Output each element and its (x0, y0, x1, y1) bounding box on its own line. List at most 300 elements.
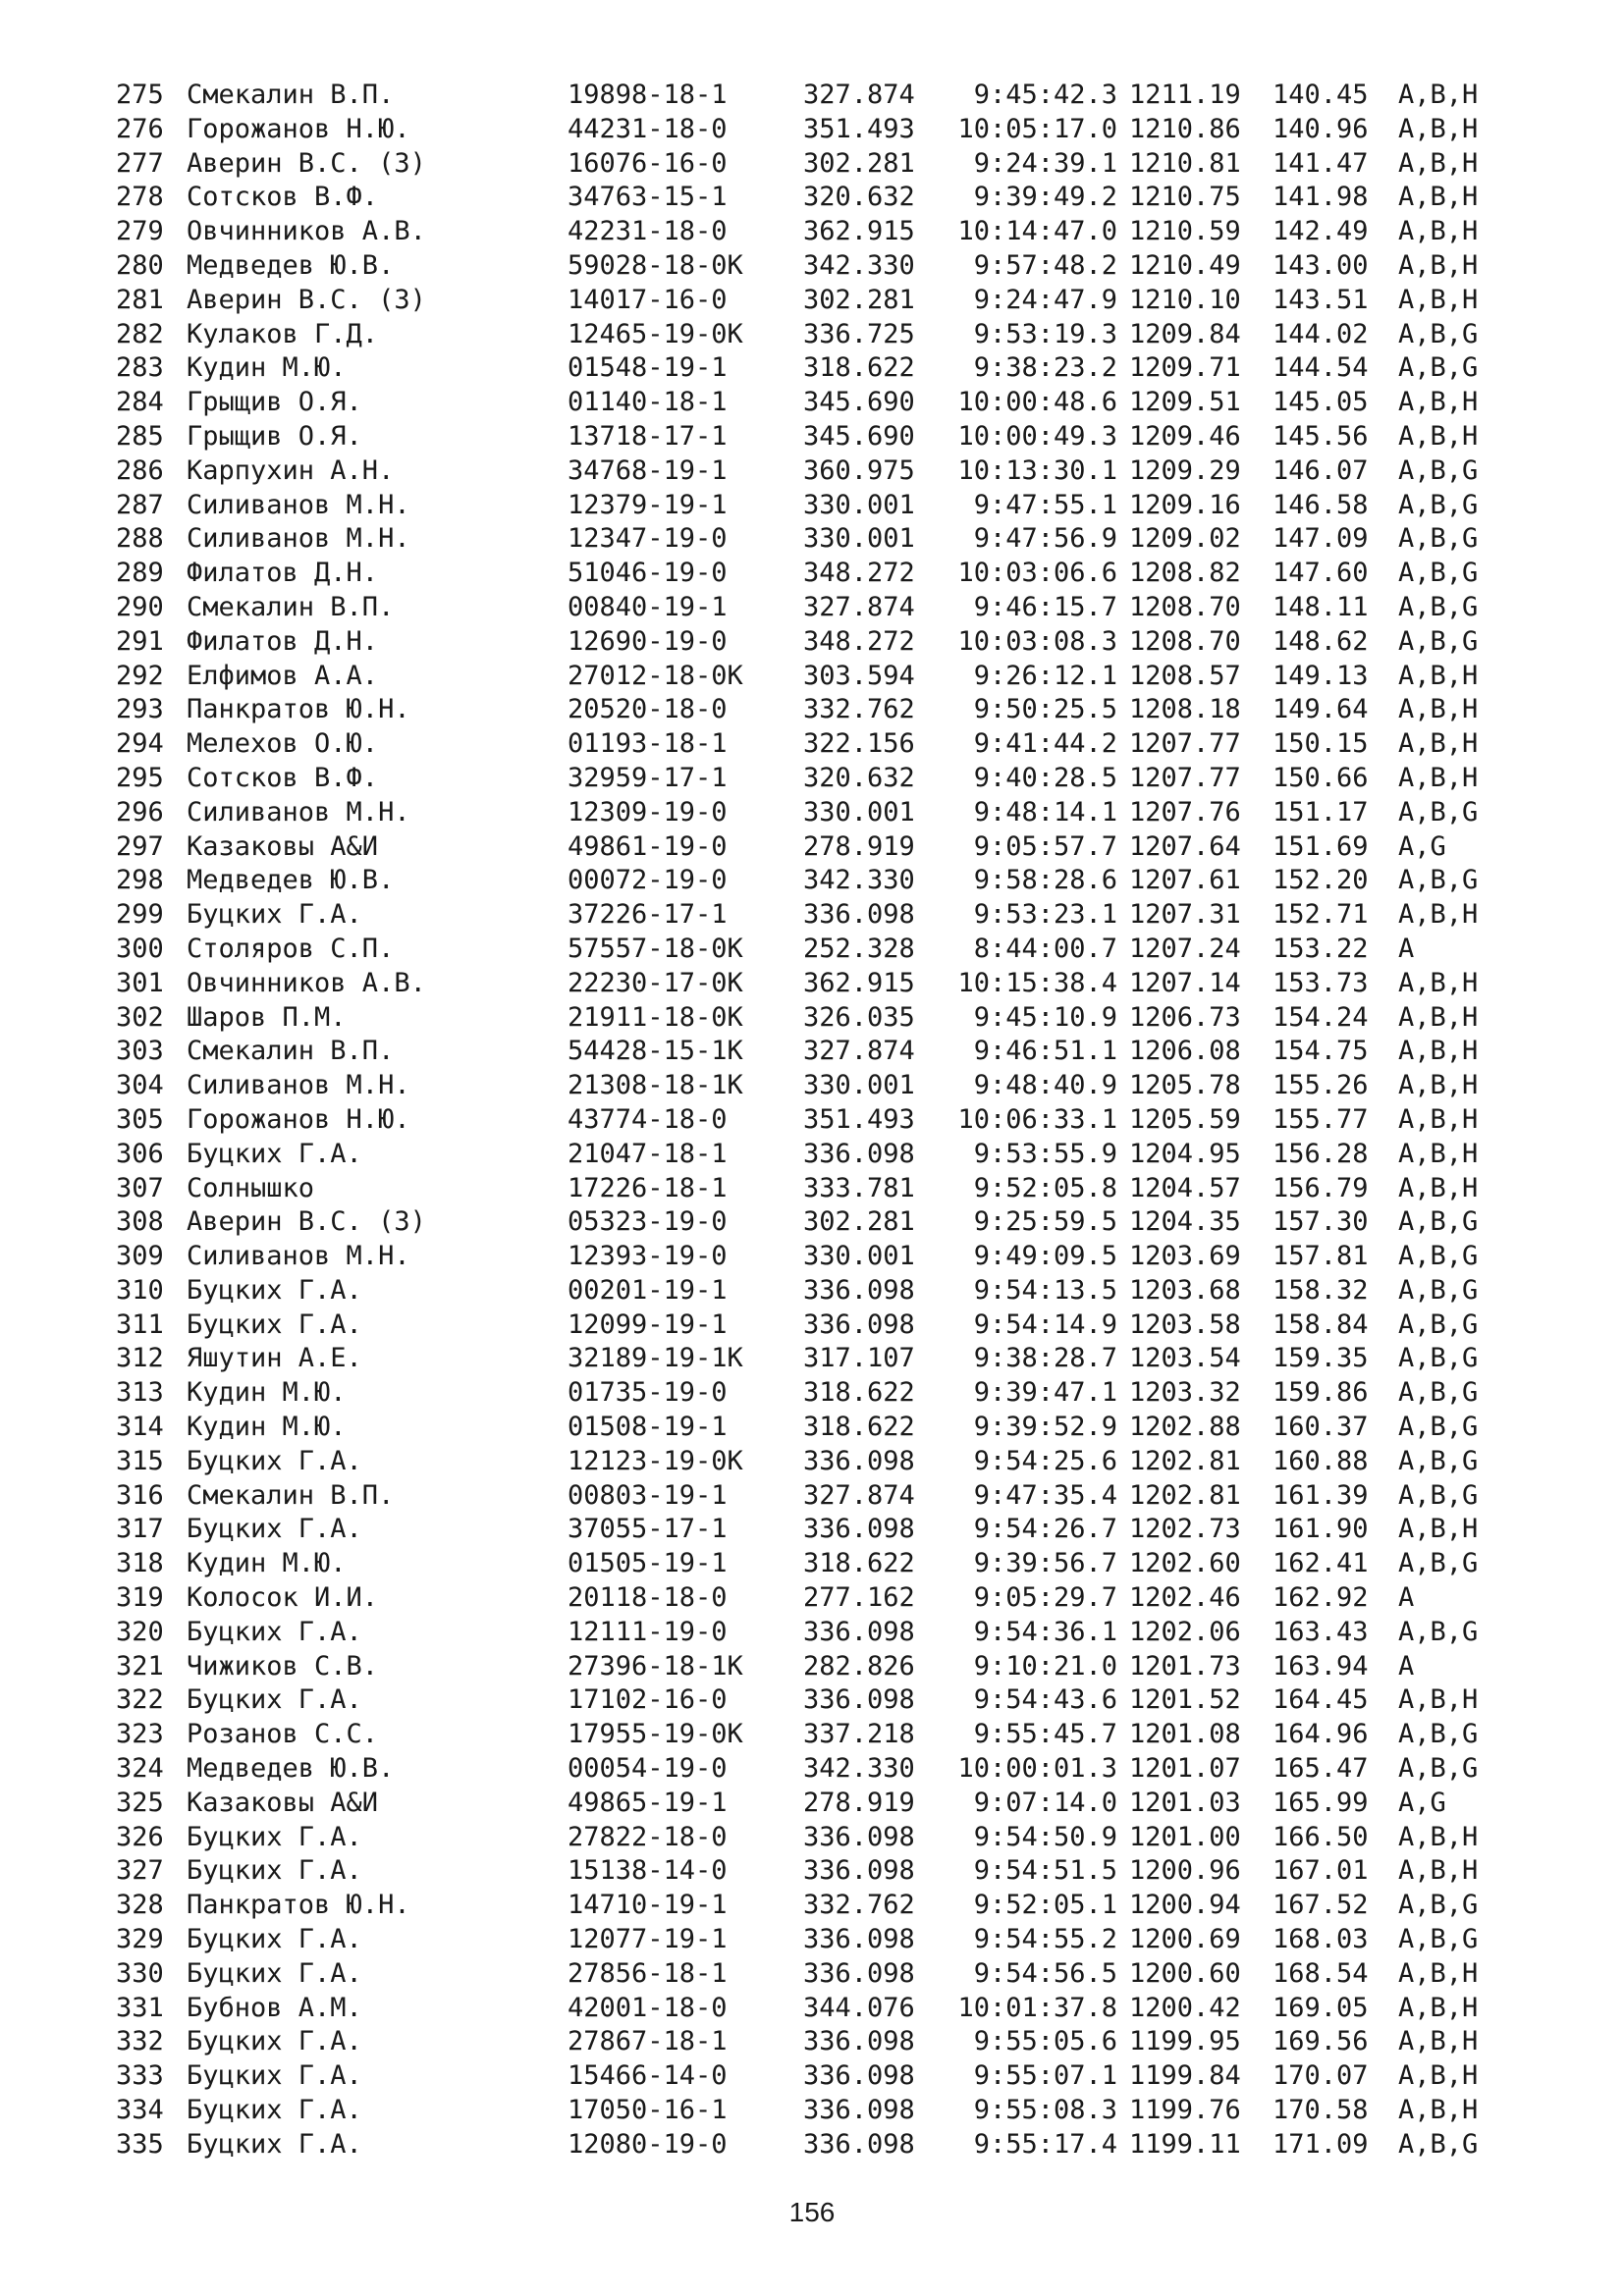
result-row (116, 1889, 1549, 1923)
ring-number-cell: 12077-19-1 (568, 1924, 728, 1955)
fancier-name-cell: Мелехов О.Ю. (187, 728, 379, 760)
result-row (116, 796, 1549, 830)
distance-cell: 336.098 (803, 1855, 915, 1887)
rank-cell: 320 (116, 1616, 164, 1647)
arrival-time-cell: 9:53:19.3 (973, 318, 1117, 349)
distance-cell: 345.690 (803, 420, 915, 452)
coefficient-cell: 164.96 (1272, 1719, 1369, 1750)
fancier-name-cell: Кулаков Г.Д. (187, 318, 379, 349)
flags-cell: A,B,H (1398, 1855, 1479, 1887)
result-row (116, 2094, 1549, 2128)
rank-cell: 292 (116, 660, 164, 691)
ring-number-cell: 34768-19-1 (568, 454, 728, 486)
fancier-name-cell: Горожанов Н.Ю. (187, 113, 410, 144)
arrival-time-cell: 10:13:30.1 (957, 454, 1117, 486)
fancier-name-cell: Сотсков В.Ф. (187, 182, 379, 213)
flags-cell: A,B,G (1398, 1274, 1479, 1306)
fancier-name-cell: Буцких Г.А. (187, 1957, 362, 1989)
distance-cell: 330.001 (803, 489, 915, 520)
rank-cell: 282 (116, 318, 164, 349)
distance-cell: 302.281 (803, 1206, 915, 1238)
arrival-time-cell: 9:24:47.9 (973, 284, 1117, 315)
result-row (116, 1001, 1549, 1036)
speed-cell: 1207.77 (1129, 762, 1241, 793)
arrival-time-cell: 10:00:49.3 (957, 420, 1117, 452)
distance-cell: 342.330 (803, 249, 915, 281)
coefficient-cell: 140.45 (1272, 80, 1369, 110)
result-row (116, 660, 1549, 694)
ring-number-cell: 42001-18-0 (568, 1992, 728, 2023)
flags-cell: A,B,G (1398, 591, 1479, 622)
fancier-name-cell: Буцких Г.А. (187, 2060, 362, 2092)
coefficient-cell: 163.94 (1272, 1650, 1369, 1682)
rank-cell: 286 (116, 454, 164, 486)
fancier-name-cell: Елфимов А.А. (187, 660, 379, 691)
flags-cell: A,B,H (1398, 80, 1479, 110)
fancier-name-cell: Грыщив О.Я. (187, 420, 362, 452)
speed-cell: 1210.59 (1129, 216, 1241, 247)
flags-cell: A,B,H (1398, 1172, 1479, 1203)
distance-cell: 336.098 (803, 1138, 915, 1169)
arrival-time-cell: 9:48:40.9 (973, 1070, 1117, 1101)
flags-cell: A,B,G (1398, 558, 1479, 589)
rank-cell: 306 (116, 1138, 164, 1169)
speed-cell: 1209.46 (1129, 420, 1241, 452)
fancier-name-cell: Медведев Ю.В. (187, 249, 395, 281)
flags-cell: A,B,H (1398, 1957, 1479, 1989)
flags-cell: A,B,H (1398, 660, 1479, 691)
flags-cell: A,B,H (1398, 182, 1479, 213)
arrival-time-cell: 9:52:05.8 (973, 1172, 1117, 1203)
coefficient-cell: 164.45 (1272, 1684, 1369, 1716)
ring-number-cell: 32189-19-1K (568, 1343, 743, 1374)
result-row (116, 693, 1549, 727)
result-row (116, 1683, 1549, 1718)
speed-cell: 1200.94 (1129, 1890, 1241, 1921)
flags-cell: A,B,G (1398, 1206, 1479, 1238)
speed-cell: 1207.61 (1129, 865, 1241, 896)
rank-cell: 301 (116, 967, 164, 998)
result-row (116, 1923, 1549, 1957)
fancier-name-cell: Буцких Г.А. (187, 1514, 362, 1545)
ring-number-cell: 15466-14-0 (568, 2060, 728, 2092)
arrival-time-cell: 10:05:17.0 (957, 113, 1117, 144)
arrival-time-cell: 10:01:37.8 (957, 1992, 1117, 2023)
flags-cell: A,B,H (1398, 728, 1479, 760)
coefficient-cell: 142.49 (1272, 216, 1369, 247)
result-row (116, 933, 1549, 967)
ring-number-cell: 12309-19-0 (568, 796, 728, 828)
rank-cell: 277 (116, 147, 164, 179)
distance-cell: 318.622 (803, 1412, 915, 1443)
result-row (116, 1376, 1549, 1411)
arrival-time-cell: 9:38:23.2 (973, 352, 1117, 384)
coefficient-cell: 149.64 (1272, 694, 1369, 725)
ring-number-cell: 59028-18-0K (568, 249, 743, 281)
speed-cell: 1208.18 (1129, 694, 1241, 725)
distance-cell: 320.632 (803, 182, 915, 213)
result-row (116, 1547, 1549, 1581)
result-row (116, 2128, 1549, 2163)
flags-cell: A,B,G (1398, 1308, 1479, 1340)
result-row (116, 522, 1549, 557)
fancier-name-cell: Буцких Г.А. (187, 1308, 362, 1340)
rank-cell: 276 (116, 113, 164, 144)
flags-cell: A,B,H (1398, 1992, 1479, 2023)
distance-cell: 326.035 (803, 1001, 915, 1033)
coefficient-cell: 140.96 (1272, 113, 1369, 144)
coefficient-cell: 158.84 (1272, 1308, 1369, 1340)
ring-number-cell: 05323-19-0 (568, 1206, 728, 1238)
distance-cell: 330.001 (803, 796, 915, 828)
arrival-time-cell: 9:53:23.1 (973, 899, 1117, 931)
arrival-time-cell: 9:53:55.9 (973, 1138, 1117, 1169)
fancier-name-cell: Чижиков С.В. (187, 1650, 379, 1682)
speed-cell: 1203.54 (1129, 1343, 1241, 1374)
rank-cell: 285 (116, 420, 164, 452)
coefficient-cell: 160.88 (1272, 1445, 1369, 1476)
arrival-time-cell: 9:46:15.7 (973, 591, 1117, 622)
distance-cell: 252.328 (803, 933, 915, 964)
ring-number-cell: 27012-18-0K (568, 660, 743, 691)
coefficient-cell: 158.32 (1272, 1274, 1369, 1306)
distance-cell: 303.594 (803, 660, 915, 691)
coefficient-cell: 163.43 (1272, 1616, 1369, 1647)
result-row (116, 113, 1549, 147)
ring-number-cell: 22230-17-0K (568, 967, 743, 998)
result-row (116, 1240, 1549, 1274)
coefficient-cell: 145.05 (1272, 387, 1369, 418)
rank-cell: 326 (116, 1821, 164, 1852)
coefficient-cell: 153.22 (1272, 933, 1369, 964)
fancier-name-cell: Кудин М.Ю. (187, 352, 347, 384)
fancier-name-cell: Буцких Г.А. (187, 899, 362, 931)
fancier-name-cell: Панкратов Ю.Н. (187, 1890, 410, 1921)
coefficient-cell: 143.00 (1272, 249, 1369, 281)
result-row (116, 864, 1549, 898)
coefficient-cell: 161.39 (1272, 1479, 1369, 1511)
ring-number-cell: 21308-18-1K (568, 1070, 743, 1101)
ring-number-cell: 19898-18-1 (568, 80, 728, 110)
ring-number-cell: 27867-18-1 (568, 2026, 728, 2057)
distance-cell: 327.874 (803, 591, 915, 622)
speed-cell: 1209.51 (1129, 387, 1241, 418)
speed-cell: 1199.76 (1129, 2095, 1241, 2126)
fancier-name-cell: Силиванов М.Н. (187, 1241, 410, 1272)
result-row (116, 181, 1549, 215)
speed-cell: 1201.73 (1129, 1650, 1241, 1682)
speed-cell: 1202.46 (1129, 1582, 1241, 1614)
flags-cell: A,B,H (1398, 420, 1479, 452)
fancier-name-cell: Силиванов М.Н. (187, 1070, 410, 1101)
rank-cell: 313 (116, 1377, 164, 1409)
ring-number-cell: 12465-19-0K (568, 318, 743, 349)
distance-cell: 277.162 (803, 1582, 915, 1614)
flags-cell: A,B,G (1398, 865, 1479, 896)
coefficient-cell: 148.62 (1272, 625, 1369, 657)
arrival-time-cell: 9:55:05.6 (973, 2026, 1117, 2057)
speed-cell: 1208.70 (1129, 625, 1241, 657)
ring-number-cell: 43774-18-0 (568, 1103, 728, 1135)
speed-cell: 1202.88 (1129, 1412, 1241, 1443)
flags-cell: A,B,H (1398, 1514, 1479, 1545)
speed-cell: 1207.24 (1129, 933, 1241, 964)
arrival-time-cell: 9:55:08.3 (973, 2095, 1117, 2126)
rank-cell: 296 (116, 796, 164, 828)
ring-number-cell: 15138-14-0 (568, 1855, 728, 1887)
flags-cell: A,B,G (1398, 1445, 1479, 1476)
ring-number-cell: 14017-16-0 (568, 284, 728, 315)
arrival-time-cell: 9:54:51.5 (973, 1855, 1117, 1887)
distance-cell: 327.874 (803, 1479, 915, 1511)
distance-cell: 332.762 (803, 694, 915, 725)
coefficient-cell: 146.58 (1272, 489, 1369, 520)
rank-cell: 308 (116, 1206, 164, 1238)
fancier-name-cell: Медведев Ю.В. (187, 1753, 395, 1785)
arrival-time-cell: 9:10:21.0 (973, 1650, 1117, 1682)
rank-cell: 310 (116, 1274, 164, 1306)
speed-cell: 1201.03 (1129, 1787, 1241, 1818)
coefficient-cell: 154.24 (1272, 1001, 1369, 1033)
speed-cell: 1209.16 (1129, 489, 1241, 520)
speed-cell: 1202.81 (1129, 1479, 1241, 1511)
fancier-name-cell: Аверин В.С. (З) (187, 1206, 426, 1238)
speed-cell: 1205.78 (1129, 1070, 1241, 1101)
arrival-time-cell: 9:54:26.7 (973, 1514, 1117, 1545)
speed-cell: 1211.19 (1129, 80, 1241, 110)
fancier-name-cell: Овчинников А.В. (187, 967, 426, 998)
rank-cell: 291 (116, 625, 164, 657)
arrival-time-cell: 10:14:47.0 (957, 216, 1117, 247)
arrival-time-cell: 10:15:38.4 (957, 967, 1117, 998)
coefficient-cell: 155.77 (1272, 1103, 1369, 1135)
fancier-name-cell: Кудин М.Ю. (187, 1548, 347, 1579)
distance-cell: 351.493 (803, 1103, 915, 1135)
result-row (116, 2059, 1549, 2094)
result-row (116, 1992, 1549, 2026)
ring-number-cell: 20520-18-0 (568, 694, 728, 725)
result-row (116, 1445, 1549, 1479)
page-number: 156 (788, 2197, 836, 2227)
ring-number-cell: 12347-19-0 (568, 523, 728, 555)
result-row (116, 1342, 1549, 1376)
ring-number-cell: 51046-19-0 (568, 558, 728, 589)
rank-cell: 329 (116, 1924, 164, 1955)
coefficient-cell: 144.54 (1272, 352, 1369, 384)
speed-cell: 1208.57 (1129, 660, 1241, 691)
flags-cell: A,B,H (1398, 899, 1479, 931)
arrival-time-cell: 9:55:17.4 (973, 2128, 1117, 2160)
fancier-name-cell: Шаров П.М. (187, 1001, 347, 1033)
coefficient-cell: 141.47 (1272, 147, 1369, 179)
ring-number-cell: 32959-17-1 (568, 762, 728, 793)
speed-cell: 1201.52 (1129, 1684, 1241, 1716)
speed-cell: 1199.84 (1129, 2060, 1241, 2092)
distance-cell: 344.076 (803, 1992, 915, 2023)
ring-number-cell: 49861-19-0 (568, 830, 728, 862)
rank-cell: 334 (116, 2095, 164, 2126)
distance-cell: 330.001 (803, 523, 915, 555)
rank-cell: 335 (116, 2128, 164, 2160)
ring-number-cell: 01505-19-1 (568, 1548, 728, 1579)
ring-number-cell: 00840-19-1 (568, 591, 728, 622)
flags-cell: A,B,H (1398, 694, 1479, 725)
coefficient-cell: 165.47 (1272, 1753, 1369, 1785)
arrival-time-cell: 9:38:28.7 (973, 1343, 1117, 1374)
ring-number-cell: 49865-19-1 (568, 1787, 728, 1818)
coefficient-cell: 154.75 (1272, 1036, 1369, 1067)
speed-cell: 1201.08 (1129, 1719, 1241, 1750)
flags-cell: A,B,G (1398, 523, 1479, 555)
result-row (116, 967, 1549, 1001)
flags-cell: A,B,G (1398, 1343, 1479, 1374)
result-row (116, 2025, 1549, 2059)
distance-cell: 302.281 (803, 284, 915, 315)
speed-cell: 1203.68 (1129, 1274, 1241, 1306)
flags-cell: A,B,G (1398, 352, 1479, 384)
flags-cell: A,B,H (1398, 1070, 1479, 1101)
rank-cell: 295 (116, 762, 164, 793)
ring-number-cell: 27856-18-1 (568, 1957, 728, 1989)
result-row (116, 898, 1549, 933)
flags-cell: A,B,H (1398, 284, 1479, 315)
fancier-name-cell: Аверин В.С. (З) (187, 147, 426, 179)
coefficient-cell: 157.81 (1272, 1241, 1369, 1272)
arrival-time-cell: 9:39:47.1 (973, 1377, 1117, 1409)
rank-cell: 278 (116, 182, 164, 213)
result-row (116, 1308, 1549, 1343)
ring-number-cell: 37055-17-1 (568, 1514, 728, 1545)
rank-cell: 304 (116, 1070, 164, 1101)
arrival-time-cell: 9:58:28.6 (973, 865, 1117, 896)
fancier-name-cell: Буцких Г.А. (187, 2026, 362, 2057)
flags-cell: A,B,H (1398, 249, 1479, 281)
rank-cell: 290 (116, 591, 164, 622)
result-row (116, 1411, 1549, 1445)
ring-number-cell: 34763-15-1 (568, 182, 728, 213)
ring-number-cell: 01508-19-1 (568, 1412, 728, 1443)
ring-number-cell: 16076-16-0 (568, 147, 728, 179)
speed-cell: 1201.07 (1129, 1753, 1241, 1785)
rank-cell: 287 (116, 489, 164, 520)
arrival-time-cell: 9:47:55.1 (973, 489, 1117, 520)
fancier-name-cell: Смекалин В.П. (187, 1036, 395, 1067)
flags-cell: A,B,H (1398, 2026, 1479, 2057)
distance-cell: 330.001 (803, 1070, 915, 1101)
result-row (116, 591, 1549, 625)
flags-cell: A,B,G (1398, 1753, 1479, 1785)
coefficient-cell: 144.02 (1272, 318, 1369, 349)
coefficient-cell: 161.90 (1272, 1514, 1369, 1545)
speed-cell: 1209.29 (1129, 454, 1241, 486)
coefficient-cell: 162.41 (1272, 1548, 1369, 1579)
ring-number-cell: 21911-18-0K (568, 1001, 743, 1033)
result-row (116, 454, 1549, 489)
rank-cell: 330 (116, 1957, 164, 1989)
flags-cell: A,B,H (1398, 762, 1479, 793)
ring-number-cell: 17050-16-1 (568, 2095, 728, 2126)
result-row (116, 215, 1549, 249)
ring-number-cell: 12690-19-0 (568, 625, 728, 657)
ring-number-cell: 17102-16-0 (568, 1684, 728, 1716)
result-row (116, 1479, 1549, 1514)
flags-cell: A,B,H (1398, 1001, 1479, 1033)
result-row (116, 1616, 1549, 1650)
arrival-time-cell: 9:54:56.5 (973, 1957, 1117, 1989)
rank-cell: 314 (116, 1412, 164, 1443)
rank-cell: 332 (116, 2026, 164, 2057)
distance-cell: 360.975 (803, 454, 915, 486)
fancier-name-cell: Аверин В.С. (З) (187, 284, 426, 315)
ring-number-cell: 00201-19-1 (568, 1274, 728, 1306)
fancier-name-cell: Колосок И.И. (187, 1582, 379, 1614)
flags-cell: A,B,G (1398, 318, 1479, 349)
arrival-time-cell: 9:26:12.1 (973, 660, 1117, 691)
arrival-time-cell: 9:41:44.2 (973, 728, 1117, 760)
result-row (116, 386, 1549, 420)
fancier-name-cell: Розанов С.С. (187, 1719, 379, 1750)
speed-cell: 1204.95 (1129, 1138, 1241, 1169)
ring-number-cell: 01140-18-1 (568, 387, 728, 418)
fancier-name-cell: Буцких Г.А. (187, 1445, 362, 1476)
rank-cell: 309 (116, 1241, 164, 1272)
speed-cell: 1200.69 (1129, 1924, 1241, 1955)
ring-number-cell: 17226-18-1 (568, 1172, 728, 1203)
rank-cell: 288 (116, 523, 164, 555)
flags-cell: A,B,H (1398, 1103, 1479, 1135)
result-row (116, 625, 1549, 660)
distance-cell: 336.098 (803, 2026, 915, 2057)
distance-cell: 336.098 (803, 1821, 915, 1852)
ring-number-cell: 57557-18-0K (568, 933, 743, 964)
flags-cell: A (1398, 1582, 1415, 1614)
fancier-name-cell: Буцких Г.А. (187, 2128, 362, 2160)
arrival-time-cell: 9:39:49.2 (973, 182, 1117, 213)
coefficient-cell: 143.51 (1272, 284, 1369, 315)
arrival-time-cell: 9:39:56.7 (973, 1548, 1117, 1579)
fancier-name-cell: Смекалин В.П. (187, 1479, 395, 1511)
ring-number-cell: 21047-18-1 (568, 1138, 728, 1169)
arrival-time-cell: 9:55:07.1 (973, 2060, 1117, 2092)
speed-cell: 1204.57 (1129, 1172, 1241, 1203)
speed-cell: 1200.60 (1129, 1957, 1241, 1989)
arrival-time-cell: 9:54:25.6 (973, 1445, 1117, 1476)
coefficient-cell: 151.17 (1272, 796, 1369, 828)
ring-number-cell: 54428-15-1K (568, 1036, 743, 1067)
flags-cell: A,B,G (1398, 1548, 1479, 1579)
arrival-time-cell: 9:57:48.2 (973, 249, 1117, 281)
distance-cell: 327.874 (803, 1036, 915, 1067)
fancier-name-cell: Сотсков В.Ф. (187, 762, 379, 793)
distance-cell: 278.919 (803, 1787, 915, 1818)
rank-cell: 327 (116, 1855, 164, 1887)
flags-cell: A,B,H (1398, 387, 1479, 418)
speed-cell: 1203.58 (1129, 1308, 1241, 1340)
speed-cell: 1204.35 (1129, 1206, 1241, 1238)
arrival-time-cell: 9:49:09.5 (973, 1241, 1117, 1272)
coefficient-cell: 159.35 (1272, 1343, 1369, 1374)
arrival-time-cell: 10:03:06.6 (957, 558, 1117, 589)
rank-cell: 303 (116, 1036, 164, 1067)
coefficient-cell: 166.50 (1272, 1821, 1369, 1852)
coefficient-cell: 141.98 (1272, 182, 1369, 213)
arrival-time-cell: 9:54:36.1 (973, 1616, 1117, 1647)
arrival-time-cell: 9:05:29.7 (973, 1582, 1117, 1614)
fancier-name-cell: Панкратов Ю.Н. (187, 694, 410, 725)
ring-number-cell: 12123-19-0K (568, 1445, 743, 1476)
result-row (116, 1205, 1549, 1240)
arrival-time-cell: 9:45:42.3 (973, 80, 1117, 110)
